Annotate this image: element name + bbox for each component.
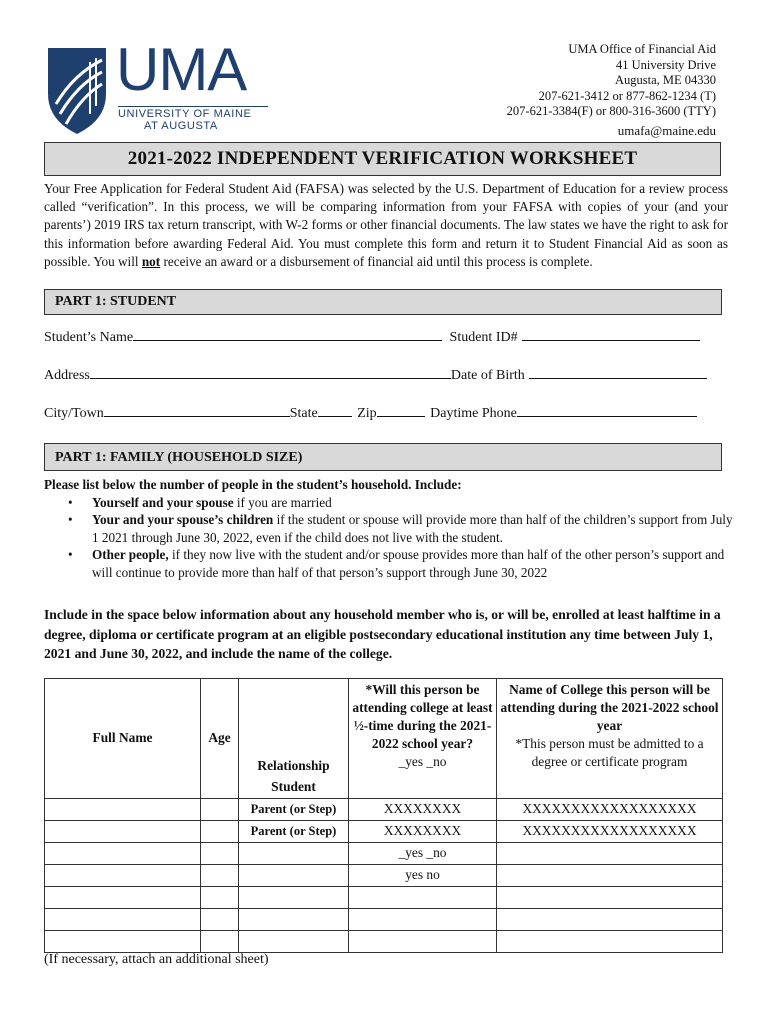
logo-line2: AT AUGUSTA bbox=[144, 120, 218, 132]
row8-will-cell[interactable] bbox=[349, 930, 497, 952]
student-name-field[interactable] bbox=[133, 326, 442, 341]
intro-text: Your Free Application for Federal Student Aid (FAFSA) was selected by the U.S. Department of Education for a review process called “verification”. In this process, we will be comparing information from your FAFSA with copies of your (and your parents’) 2019 IRS tax return transcript, with W-2 forms or other financial documents. The law states we have the right to ask for this information before awarding Federal Aid. You must complete this form and return it to Student Financial Aid as soon as possible. You will bbox=[44, 181, 728, 269]
row2-college: XXXXXXXXXXXXXXXXXX bbox=[497, 798, 723, 820]
student-name-row bbox=[44, 326, 700, 346]
bullet-item: • Your and your spouse’s children if the student or spouse will provide more than half of the children’s support from July 1 2021 through June 30, 2022, even if the child does not live with the student. bbox=[68, 512, 733, 545]
city-row bbox=[44, 402, 697, 422]
row5-college-cell[interactable] bbox=[497, 864, 723, 886]
row3-age-cell[interactable] bbox=[201, 820, 239, 842]
household-lead: Please list below the number of people in the student’s household. Include: bbox=[44, 477, 462, 492]
logo-wordmark: UMA bbox=[116, 36, 247, 103]
office-line: 207-621-3412 or 877-862-1234 (T) bbox=[538, 88, 716, 103]
household-instructions bbox=[44, 476, 734, 582]
row7-name-cell[interactable] bbox=[45, 908, 201, 930]
table-row bbox=[45, 930, 723, 952]
row7-age-cell[interactable] bbox=[201, 908, 239, 930]
row3-will: XXXXXXXX bbox=[349, 820, 497, 842]
dob-label: Date of Birth bbox=[450, 368, 525, 383]
table-row bbox=[45, 908, 723, 930]
row2-age-cell[interactable] bbox=[201, 798, 239, 820]
dob-field[interactable] bbox=[529, 364, 707, 379]
row6-name-cell[interactable] bbox=[45, 886, 201, 908]
uma-logo bbox=[44, 36, 274, 136]
row3-name-cell[interactable] bbox=[45, 820, 201, 842]
row4-yes-no[interactable]: _yes _no bbox=[349, 842, 497, 864]
row6-rel-cell[interactable] bbox=[239, 886, 349, 908]
header-will-attend: *Will this person be attending college at least ½-time during the 2021-2022 school year? _yes _no bbox=[349, 679, 497, 799]
office-line: UMA Office of Financial Aid bbox=[568, 42, 716, 56]
office-email-link[interactable]: umafa@maine.edu bbox=[617, 122, 716, 138]
bullet-item: • Other people, if they now live with the student and/or spouse provides more than half of the other person’s support and will continue to provide more than half of that person’s support through June 30, 2022 bbox=[68, 547, 725, 580]
row8-age-cell[interactable] bbox=[201, 930, 239, 952]
header-full-name: Full Name bbox=[45, 679, 201, 799]
table-row bbox=[45, 798, 723, 820]
table-row bbox=[45, 842, 723, 864]
table-header-row bbox=[45, 679, 723, 777]
header-college: Name of College this person will be attending during the 2021-2022 school year *This person must be admitted to a degree or certificate program bbox=[497, 679, 723, 799]
row2-name-cell[interactable] bbox=[45, 798, 201, 820]
include-note: Include in the space below information about any household member who is, or will be, enrolled at least halftime in a degree, diploma or certificate program at an eligible postsecondary educational institution any time between July 1, 2021 and June 30, 2022, and include the name of the college. bbox=[44, 607, 721, 661]
row1-relationship: Student bbox=[239, 777, 349, 799]
row7-will-cell[interactable] bbox=[349, 908, 497, 930]
intro-paragraph bbox=[44, 180, 728, 271]
table-row bbox=[45, 864, 723, 886]
part2-heading: PART 1: FAMILY (HOUSEHOLD SIZE) bbox=[44, 443, 722, 471]
office-line: Augusta, ME 04330 bbox=[614, 73, 716, 87]
row4-name-cell[interactable] bbox=[45, 842, 201, 864]
office-line: 207-621-3384(F) or 800-316-3600 (TTY) bbox=[506, 104, 716, 118]
office-line: 41 University Drive bbox=[616, 57, 716, 72]
row6-age-cell[interactable] bbox=[201, 886, 239, 908]
header-relationship: Relationship bbox=[239, 679, 349, 777]
header-age: Age bbox=[201, 679, 239, 799]
table-row bbox=[45, 820, 723, 842]
phone-label: Daytime Phone bbox=[430, 406, 517, 421]
row6-college-cell[interactable] bbox=[497, 886, 723, 908]
row6-will-cell[interactable] bbox=[349, 886, 497, 908]
row2-will: XXXXXXXX bbox=[349, 798, 497, 820]
row3-college: XXXXXXXXXXXXXXXXXX bbox=[497, 820, 723, 842]
row8-college-cell[interactable] bbox=[497, 930, 723, 952]
city-label: City/Town bbox=[44, 406, 104, 421]
phone-field[interactable] bbox=[517, 402, 697, 417]
zip-label: Zip bbox=[357, 406, 377, 421]
page-title: 2021-2022 INDEPENDENT VERIFICATION WORKSHEET bbox=[44, 142, 721, 176]
city-field[interactable] bbox=[104, 402, 290, 417]
intro-text-end: receive an award or a disbursement of financial aid until this process is complete. bbox=[160, 253, 593, 269]
row5-yes-no[interactable]: yes no bbox=[349, 864, 497, 886]
student-id-label: Student ID# bbox=[449, 330, 518, 345]
row8-rel-cell[interactable] bbox=[239, 930, 349, 952]
row5-rel-cell[interactable] bbox=[239, 864, 349, 886]
row4-rel-cell[interactable] bbox=[239, 842, 349, 864]
student-id-field[interactable] bbox=[522, 326, 700, 341]
intro-not: not bbox=[141, 253, 161, 269]
row4-age-cell[interactable] bbox=[201, 842, 239, 864]
logo-line1: UNIVERSITY OF MAINE bbox=[118, 108, 252, 120]
state-label: State bbox=[289, 406, 318, 421]
household-table bbox=[44, 678, 723, 953]
row1-yes-no[interactable]: _yes _no bbox=[398, 754, 447, 769]
address-field[interactable] bbox=[90, 364, 451, 379]
state-field[interactable] bbox=[318, 402, 352, 417]
bullet-item: • Yourself and your spouse if you are married bbox=[68, 494, 332, 510]
row8-name-cell[interactable] bbox=[45, 930, 201, 952]
table-row bbox=[45, 886, 723, 908]
row7-college-cell[interactable] bbox=[497, 908, 723, 930]
row2-relationship: Parent (or Step) bbox=[239, 798, 349, 820]
row3-relationship: Parent (or Step) bbox=[239, 820, 349, 842]
row5-age-cell[interactable] bbox=[201, 864, 239, 886]
zip-field[interactable] bbox=[377, 402, 425, 417]
student-name-label: Student’s Name bbox=[44, 330, 134, 345]
office-address bbox=[507, 42, 716, 138]
attach-sheet-note: (If necessary, attach an additional sheet) bbox=[44, 952, 269, 967]
row5-name-cell[interactable] bbox=[45, 864, 201, 886]
address-row bbox=[44, 364, 707, 384]
row7-rel-cell[interactable] bbox=[239, 908, 349, 930]
row4-college-cell[interactable] bbox=[497, 842, 723, 864]
part1-heading: PART 1: STUDENT bbox=[44, 289, 722, 315]
address-label: Address bbox=[44, 368, 90, 383]
